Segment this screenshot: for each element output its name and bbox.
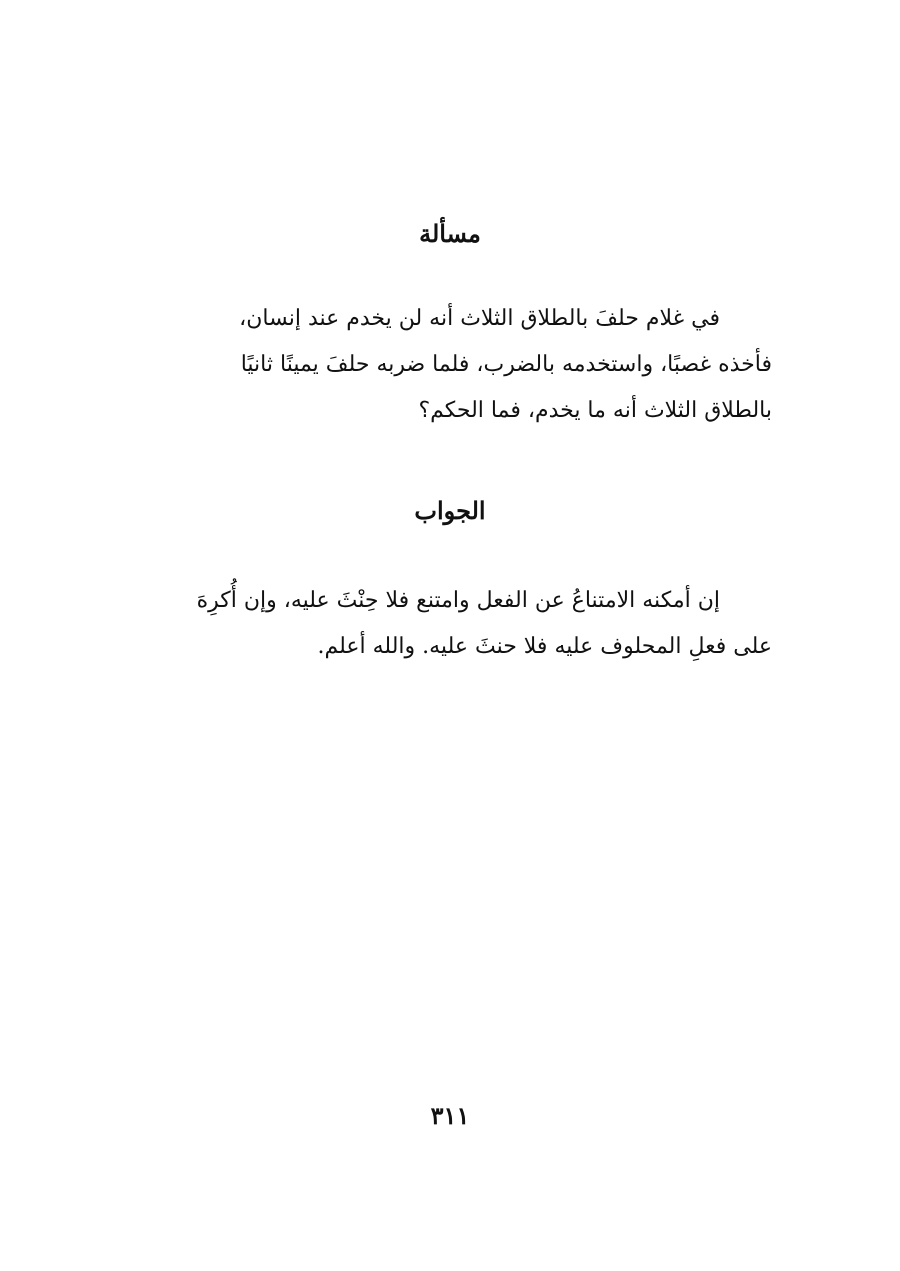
page-number: ٣١١ <box>430 1101 470 1130</box>
question-line: في غلام حلفَ بالطلاق الثلاث أنه لن يخدم عند إنسان، <box>239 306 720 331</box>
answer-line: على فعلِ المحلوف عليه فلا حنثَ عليه. والله أعلم. <box>317 634 772 659</box>
question-line: بالطلاق الثلاث أنه ما يخدم، فما الحكم؟ <box>418 398 772 423</box>
answer-heading: الجواب <box>414 496 486 525</box>
answer-line: إن أمكنه الامتناعُ عن الفعل وامتنع فلا حِنْثَ عليه، وإن أُكرِهَ <box>196 588 720 613</box>
question-line: فأخذه غصبًا، واستخدمه بالضرب، فلما ضربه حلفَ يمينًا ثانيًا <box>240 352 772 377</box>
answer-paragraph <box>128 578 772 670</box>
question-heading: مسألة <box>419 219 481 248</box>
question-paragraph <box>128 296 772 434</box>
